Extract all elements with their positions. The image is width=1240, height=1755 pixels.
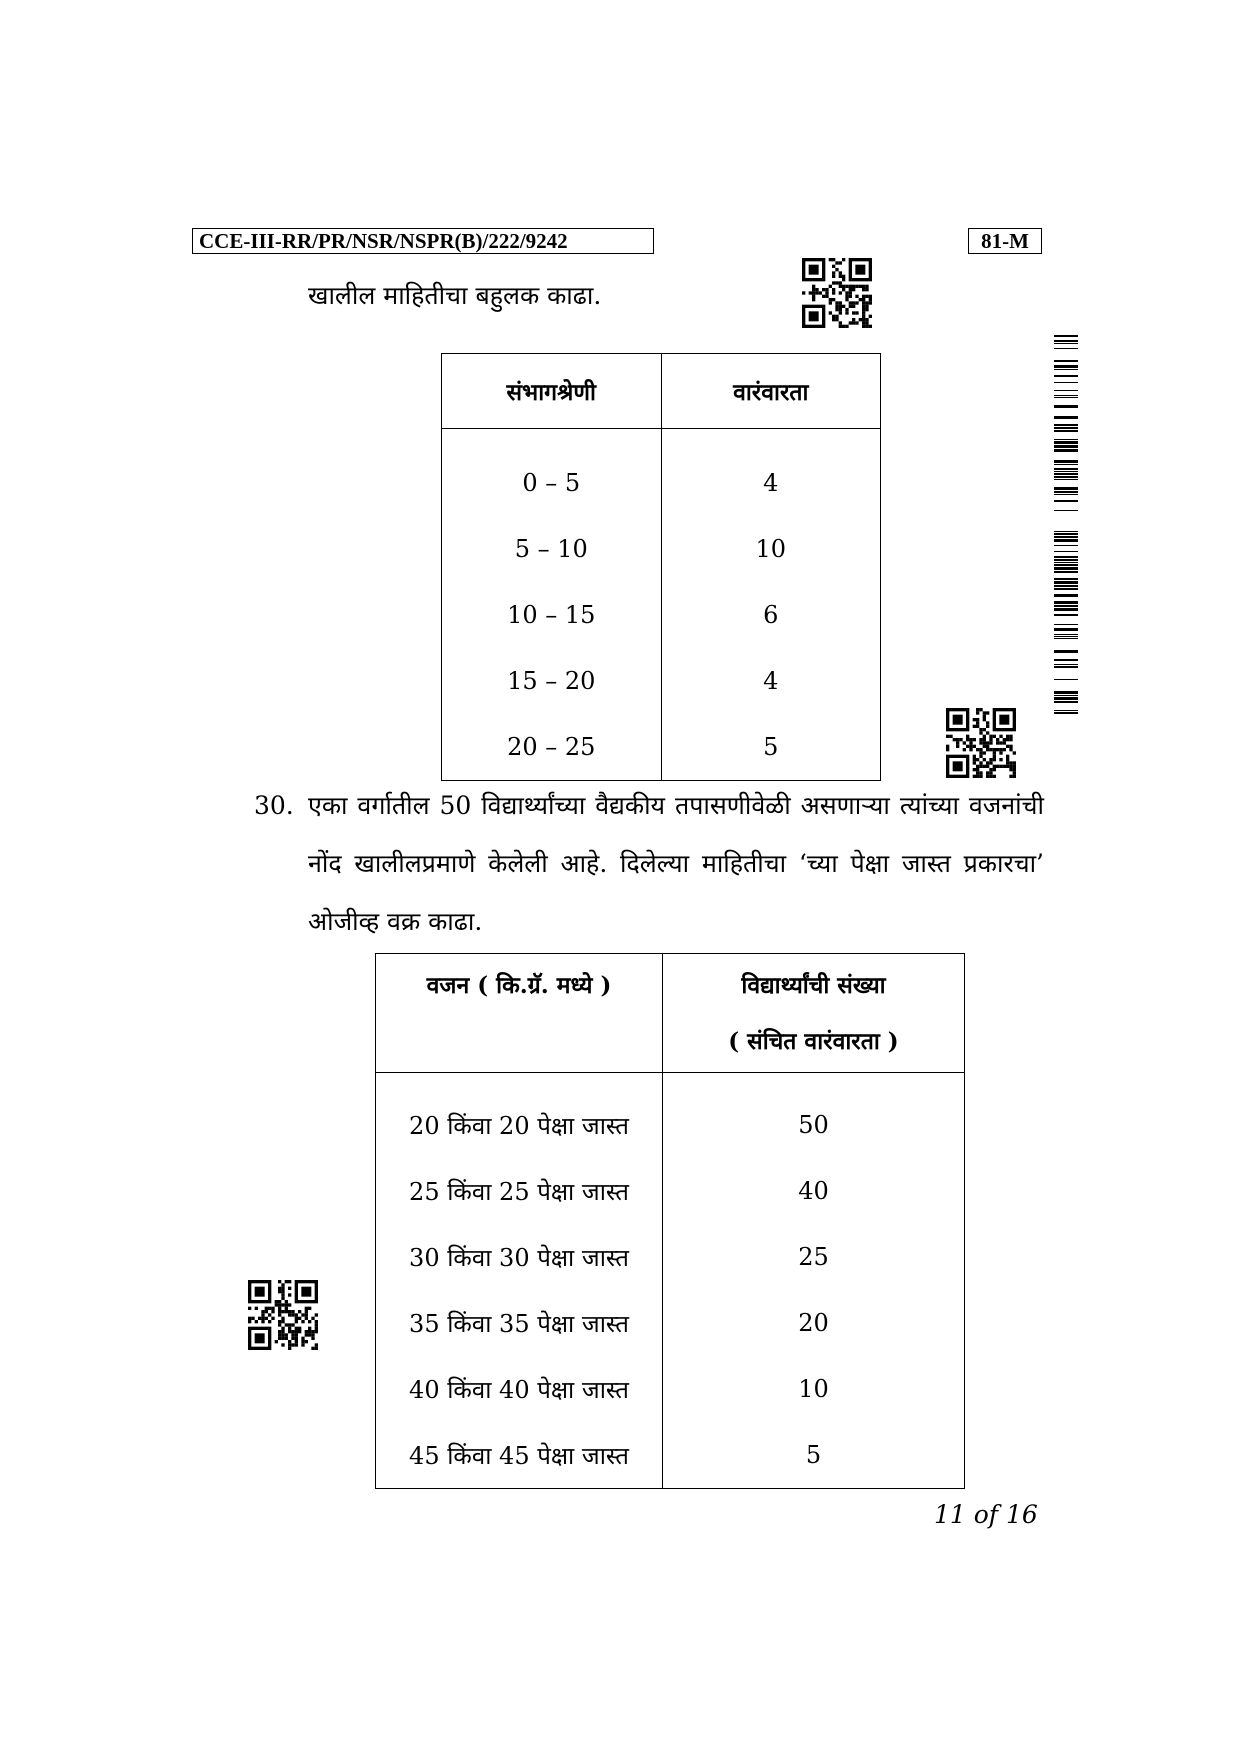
question-30-text: एका वर्गातील 50 विद्यार्थ्यांच्या वैद्यकीय तपासणीवेळी असणाऱ्या त्यांच्या वजनांची नोंद खालीलप्रमाणे केलेली आहे. दिलेल्या माहितीचा ‘च्या पेक्षा जास्त प्रकारचा’ ओजीव्ह वक्र काढा. <box>308 791 1044 936</box>
class-interval: 5 – 10 <box>442 516 662 582</box>
table-row <box>376 1073 965 1159</box>
table-row <box>376 1224 965 1290</box>
cumulative-frequency: 40 <box>663 1158 965 1224</box>
class-interval: 20 – 25 <box>442 714 662 781</box>
question-29-table <box>441 353 881 781</box>
cumulative-frequency: 5 <box>663 1422 965 1489</box>
qr-code-icon <box>802 258 872 328</box>
table-header: वारंवारता <box>661 354 881 429</box>
frequency: 4 <box>661 648 881 714</box>
table-row <box>376 1158 965 1224</box>
frequency: 5 <box>661 714 881 781</box>
question-30-table <box>375 953 965 1489</box>
cumulative-frequency: 10 <box>663 1356 965 1422</box>
question-number: 30. <box>254 791 294 820</box>
weight-class: 20 किंवा 20 पेक्षा जास्त <box>376 1073 663 1159</box>
cumulative-frequency: 25 <box>663 1224 965 1290</box>
table-row <box>376 1422 965 1489</box>
page-number: 11 of 16 <box>934 1500 1038 1529</box>
table-row <box>376 1290 965 1356</box>
class-interval: 15 – 20 <box>442 648 662 714</box>
table-row <box>376 1356 965 1422</box>
barcode-icon <box>1054 335 1078 717</box>
weight-class: 35 किंवा 35 पेक्षा जास्त <box>376 1290 663 1356</box>
table-header: संभागश्रेणी <box>442 354 662 429</box>
table-row <box>442 582 881 648</box>
table-header-students-line1: विद्यार्थ्यांची संख्या <box>741 972 886 999</box>
weight-class: 25 किंवा 25 पेक्षा जास्त <box>376 1158 663 1224</box>
table-header-weight: वजन ( कि.ग्रॅ. मध्ये ) <box>376 954 663 1073</box>
table-header-students <box>663 954 965 1073</box>
table-row <box>442 516 881 582</box>
qr-code-icon <box>248 1280 318 1350</box>
frequency: 10 <box>661 516 881 582</box>
question-29-instruction: खालील माहितीचा बहुलक काढा. <box>308 281 602 310</box>
cumulative-frequency: 50 <box>663 1073 965 1159</box>
frequency: 4 <box>661 429 881 517</box>
paper-code: 81-M <box>968 228 1042 254</box>
cumulative-frequency: 20 <box>663 1290 965 1356</box>
weight-class: 40 किंवा 40 पेक्षा जास्त <box>376 1356 663 1422</box>
question-30 <box>254 777 1044 951</box>
table-row <box>442 429 881 517</box>
class-interval: 0 – 5 <box>442 429 662 517</box>
frequency: 6 <box>661 582 881 648</box>
table-row <box>442 648 881 714</box>
class-interval: 10 – 15 <box>442 582 662 648</box>
table-row <box>442 714 881 781</box>
weight-class: 30 किंवा 30 पेक्षा जास्त <box>376 1224 663 1290</box>
exam-code: CCE-III-RR/PR/NSR/NSPR(B)/222/9242 <box>192 228 654 254</box>
table-header-students-line2: ( संचित वारंवारता ) <box>728 1028 899 1055</box>
qr-code-icon <box>946 708 1016 778</box>
weight-class: 45 किंवा 45 पेक्षा जास्त <box>376 1422 663 1489</box>
